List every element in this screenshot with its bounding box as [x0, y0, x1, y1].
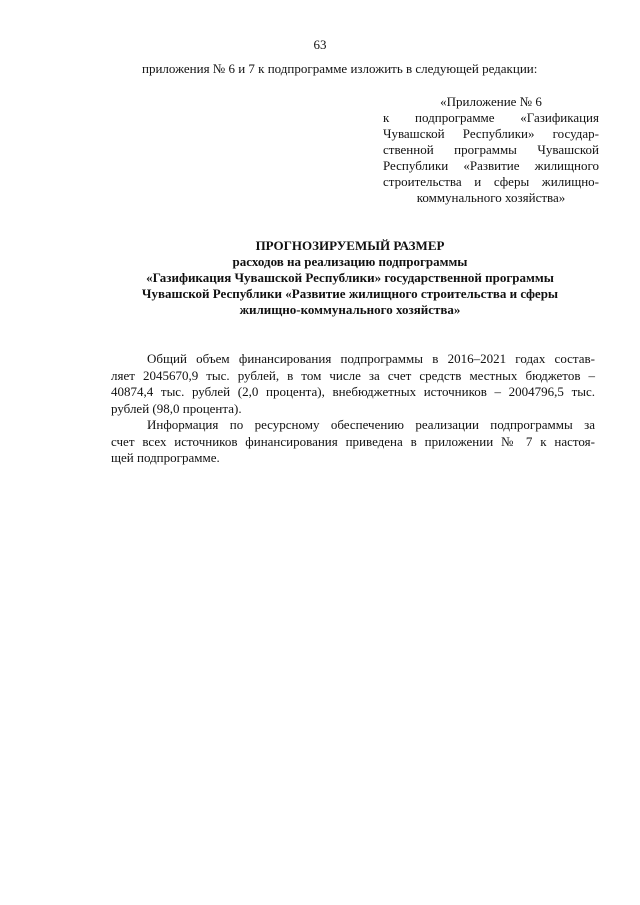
paragraph-resources: [111, 417, 595, 467]
paragraph-line: ляет 2045670,9 тыс. рублей, в том числе за счет средств местных бюджетов –: [111, 367, 595, 383]
appendix-header: [383, 94, 599, 206]
paragraph-line: рублей (98,0 процента).: [111, 400, 242, 416]
heading-line: жилищно-коммунального хозяйства»: [239, 302, 461, 317]
intro-sentence: приложения № 6 и 7 к подпрограмме изложить в следующей редакции:: [142, 61, 538, 76]
appendix-line: ственной программы Чувашской: [383, 142, 599, 157]
paragraph-line: Общий объем финансирования подпрограммы в 2016–2021 годах состав-: [147, 351, 595, 366]
appendix-line: «Приложение № 6: [440, 94, 542, 109]
appendix-line: к подпрограмме «Газификация: [383, 110, 599, 125]
heading-line: «Газификация Чувашской Республики» государственной программы: [146, 270, 554, 285]
appendix-line: Чувашской Республики» государ-: [383, 126, 599, 141]
appendix-line: Республики «Развитие жилищного: [383, 158, 599, 173]
heading-line: расходов на реализацию подпрограммы: [232, 254, 468, 269]
page-number: 63: [313, 37, 327, 52]
paragraph-line: счет всех источников финансирования приведена в приложении № 7 к настоя-: [111, 433, 595, 449]
heading-line: Чувашской Республики «Развитие жилищного строительства и сферы: [141, 286, 559, 301]
paragraph-financing: [111, 351, 595, 417]
appendix-line: строительства и сферы жилищно-: [383, 174, 599, 189]
body-text: [111, 351, 595, 467]
paragraph-line: 40874,4 тыс. рублей (2,0 процента), внебюджетных источников – 2004796,5 тыс.: [111, 384, 595, 399]
section-heading: [100, 238, 600, 318]
paragraph-line: Информация по ресурсному обеспечению реализации подпрограммы за: [147, 417, 595, 432]
appendix-line: коммунального хозяйства»: [416, 190, 566, 205]
paragraph-line: щей подпрограмме.: [111, 450, 220, 465]
heading-line: ПРОГНОЗИРУЕМЫЙ РАЗМЕР: [255, 238, 445, 253]
